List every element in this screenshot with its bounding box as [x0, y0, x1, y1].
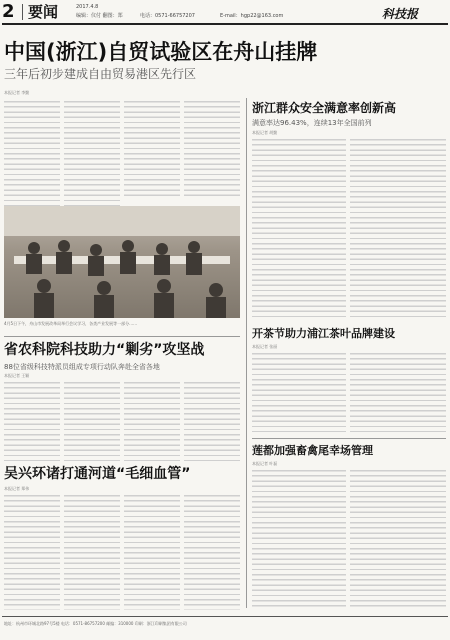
footer-rule	[2, 616, 448, 617]
story4-byline: 本报记者 叶磊	[252, 461, 278, 466]
side2-body-col2	[350, 352, 446, 432]
story2-byline: 本报记者 王颖	[4, 373, 30, 378]
side2-headline: 开茶节助力浦江茶叶品牌建设	[252, 327, 395, 340]
footer-info: 地址：杭州市环城北路97号5楼 电话：0571-86757200 邮编：310000 印刷：浙江印刷集团有限公司	[4, 621, 187, 626]
email-info: E-mail：hgp22@163.com	[220, 13, 284, 19]
story3-body-col1	[4, 494, 60, 610]
side1-subhead: 满意率达96.43%，连续13年全国前列	[252, 119, 372, 127]
story3-body-col4	[184, 494, 240, 610]
masthead-rule	[2, 23, 448, 25]
page-number: 2	[2, 1, 15, 22]
story4-body-col1	[252, 469, 346, 610]
side2-byline: 本报记者 张丽	[252, 344, 278, 349]
photo-caption: 4月5日下午，舟山市发展改革局举行会议学习，各类产业发展等一部分……	[4, 321, 138, 326]
lead-body-col4	[184, 100, 240, 200]
story2-body-col1	[4, 381, 60, 461]
lead-subhead: 三年后初步建成自由贸易港区先行区	[4, 67, 197, 81]
lead-byline: 本报记者 李勤	[4, 90, 30, 95]
column-divider	[246, 98, 247, 608]
meeting-scene	[4, 206, 240, 318]
side1-body-col1	[252, 138, 346, 320]
story2-subhead: 88位省级科技特派员组成专项行动队奔赴全省各地	[4, 363, 160, 371]
section-divider	[22, 4, 23, 20]
masthead	[0, 0, 450, 26]
section-rule-right	[252, 438, 446, 439]
lead-headline: 中国(浙江)自贸试验区在舟山挂牌	[4, 40, 318, 64]
section-title: 要闻	[28, 3, 59, 21]
side1-headline: 浙江群众安全满意率创新高	[252, 101, 397, 115]
story2-headline: 省农科院科技助力“剿劣”攻坚战	[4, 342, 205, 358]
story3-headline: 吴兴环诸打通河道“毛细血管”	[4, 466, 191, 482]
story2-body-col2	[64, 381, 120, 461]
story2-body-col4	[184, 381, 240, 461]
side2-body-col1	[252, 352, 346, 432]
side1-body-col2	[350, 138, 446, 320]
paper-name-logo: 科技报	[382, 7, 419, 21]
editor-info: 编辑：仪付 翻图：郑	[76, 13, 123, 19]
story3-body-col3	[124, 494, 180, 610]
story3-byline: 本报记者 郑伟	[4, 486, 30, 491]
story4-headline: 莲都加强畜禽尾幸场管理	[252, 444, 373, 457]
section-rule-left	[4, 336, 240, 337]
side1-byline: 本报记者 胡勤	[252, 130, 278, 135]
story3-body-col2	[64, 494, 120, 610]
story4-body-col2	[350, 469, 446, 610]
issue-date: 2017.4.8	[76, 4, 99, 10]
story2-body-col3	[124, 381, 180, 461]
lead-body-col3	[124, 100, 180, 200]
lead-photo	[4, 206, 240, 318]
phone-info: 电话：0571-66757207	[140, 13, 195, 19]
